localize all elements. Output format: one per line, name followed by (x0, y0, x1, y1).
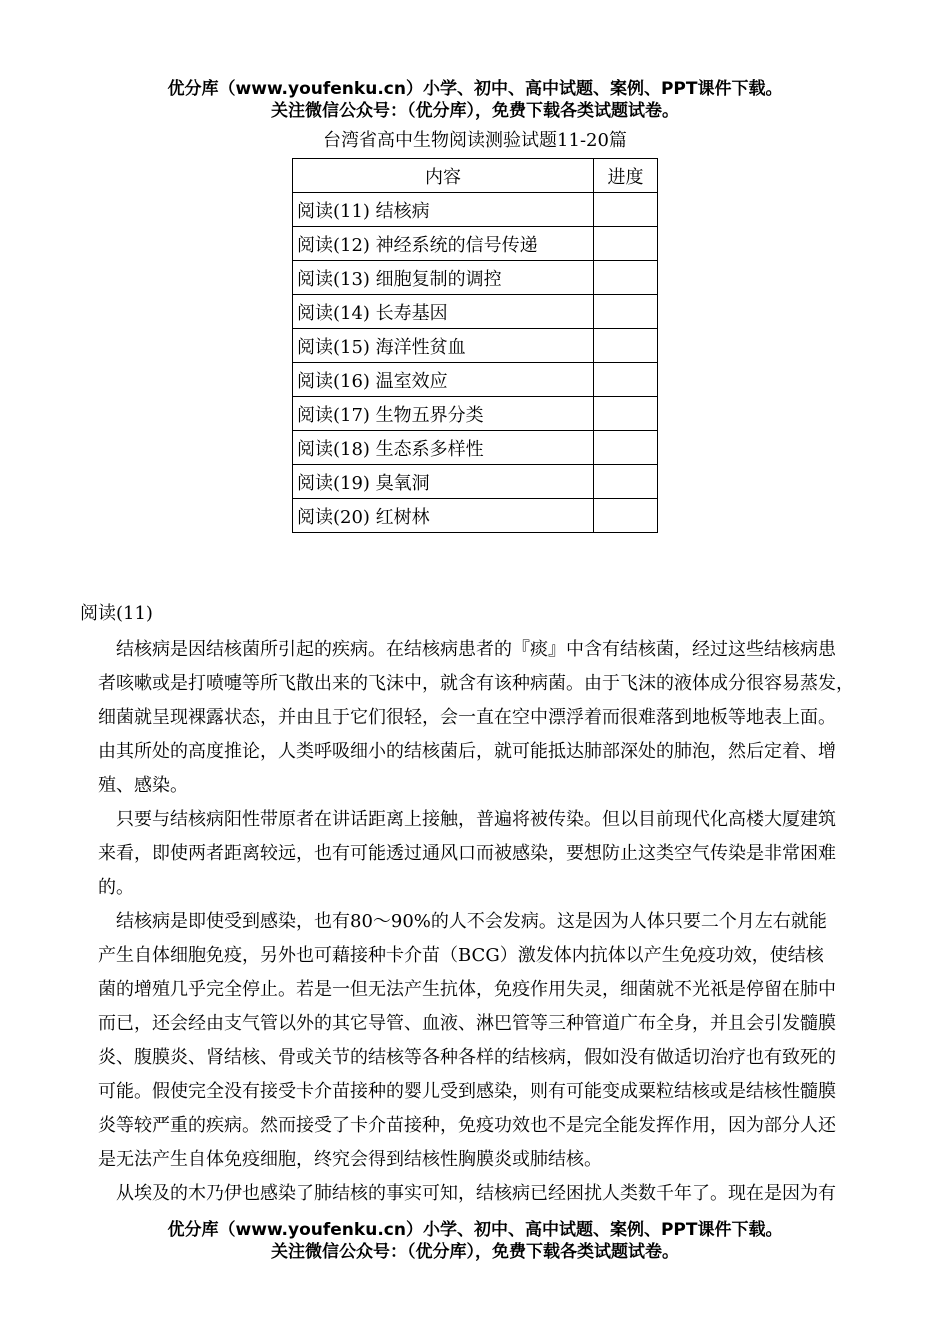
toc-item: 阅读(11) 结核病 (293, 193, 594, 227)
toc-item: 阅读(16) 温室效应 (293, 363, 594, 397)
text-line: 炎、腹膜炎、肾结核、骨或关节的结核等各种各样的结核病，假如没有做适切治疗也有致死的 (98, 1047, 836, 1068)
progress-cell (594, 431, 658, 465)
text-line: 由其所处的高度推论，人类呼吸细小的结核菌后，就可能抵达肺部深处的肺泡，然后定着、增 (98, 741, 836, 762)
text-line: 细菌就呈现裸露状态，并由且于它们很轻，会一直在空中漂浮着而很难落到地板等地表上面。 (98, 707, 836, 728)
progress-cell (594, 261, 658, 295)
table-row (293, 397, 658, 431)
text-line: 而已，还会经由支气管以外的其它导管、血液、淋巴管等三种管道广布全身，并且会引发髓膜 (98, 1013, 836, 1034)
text-line: 殖、感染。 (98, 775, 188, 796)
text-line: 从埃及的木乃伊也感染了肺结核的事实可知，结核病已经困扰人类数千年了。现在是因为有 (116, 1183, 836, 1204)
toc-item: 阅读(15) 海洋性贫血 (293, 329, 594, 363)
paragraph (80, 633, 880, 803)
progress-cell (594, 193, 658, 227)
toc-item: 阅读(17) 生物五界分类 (293, 397, 594, 431)
table-row (293, 329, 658, 363)
toc-item: 阅读(12) 神经系统的信号传递 (293, 227, 594, 261)
footer-line-2: 关注微信公众号：（优分库），免费下载各类试题试卷。 (271, 1242, 679, 1262)
paragraph (80, 803, 880, 905)
text-line: 结核病是因结核菌所引起的疾病。在结核病患者的『痰』中含有结核菌，经过这些结核病患 (116, 639, 836, 660)
text-line: 来看，即使两者距离较远，也有可能透过通风口而被感染，要想防止这类空气传染是非常困难 (98, 843, 836, 864)
column-header-content: 内容 (293, 159, 594, 193)
progress-cell (594, 295, 658, 329)
contents-table (292, 158, 658, 533)
page-header (0, 78, 950, 122)
text-line: 产生自体细胞免疫，另外也可藉接种卡介苗（BCG）激发体内抗体以产生免疫功效，使结核 (98, 945, 824, 966)
progress-cell (594, 363, 658, 397)
progress-cell (594, 227, 658, 261)
table-header-row (293, 159, 658, 193)
progress-cell (594, 397, 658, 431)
progress-cell (594, 499, 658, 533)
paragraph (80, 905, 880, 1177)
toc-item: 阅读(13) 细胞复制的调控 (293, 261, 594, 295)
text-line: 结核病是即使受到感染，也有80～90%的人不会发病。这是因为人体只要二个月左右就能 (116, 911, 827, 932)
page-footer (0, 1219, 950, 1263)
table-row (293, 227, 658, 261)
toc-item: 阅读(14) 长寿基因 (293, 295, 594, 329)
text-line: 可能。假使完全没有接受卡介苗接种的婴儿受到感染，则有可能变成粟粒结核或是结核性髓膜 (98, 1081, 836, 1102)
footer-line-1: 优分库（www.youfenku.cn）小学、初中、高中试题、案例、PPT课件下载。 (167, 1220, 783, 1240)
section-heading: 阅读(11) (80, 603, 153, 624)
progress-cell (594, 465, 658, 499)
toc-item: 阅读(20) 红树林 (293, 499, 594, 533)
document-title: 台湾省高中生物阅读测验试题11-20篇 (323, 130, 627, 151)
toc-item: 阅读(19) 臭氧洞 (293, 465, 594, 499)
text-line: 者咳嗽或是打喷嚏等所飞散出来的飞沫中，就含有该种病菌。由于飞沫的液体成分很容易蒸发， (98, 673, 854, 694)
table-row (293, 193, 658, 227)
header-line-1: 优分库（www.youfenku.cn）小学、初中、高中试题、案例、PPT课件下载。 (167, 79, 783, 99)
table-row (293, 465, 658, 499)
text-line: 炎等较严重的疾病。然而接受了卡介苗接种，免疫功效也不是完全能发挥作用，因为部分人还 (98, 1115, 836, 1136)
article-body (80, 633, 880, 1211)
table-row (293, 261, 658, 295)
progress-cell (594, 329, 658, 363)
toc-item: 阅读(18) 生态系多样性 (293, 431, 594, 465)
table-row (293, 295, 658, 329)
text-line: 菌的增殖几乎完全停止。若是一但无法产生抗体，免疫作用失灵，细菌就不光祇是停留在肺中 (98, 979, 836, 1000)
table-row (293, 499, 658, 533)
text-line: 的。 (98, 877, 134, 898)
paragraph (80, 1177, 880, 1211)
text-line: 是无法产生自体免疫细胞，终究会得到结核性胸膜炎或肺结核。 (98, 1149, 602, 1170)
column-header-progress: 进度 (594, 159, 658, 193)
text-line: 只要与结核病阳性带原者在讲话距离上接触，普遍将被传染。但以目前现代化高楼大厦建筑 (116, 809, 836, 830)
header-line-2: 关注微信公众号：（优分库），免费下载各类试题试卷。 (271, 101, 679, 121)
table-row (293, 363, 658, 397)
table-row (293, 431, 658, 465)
